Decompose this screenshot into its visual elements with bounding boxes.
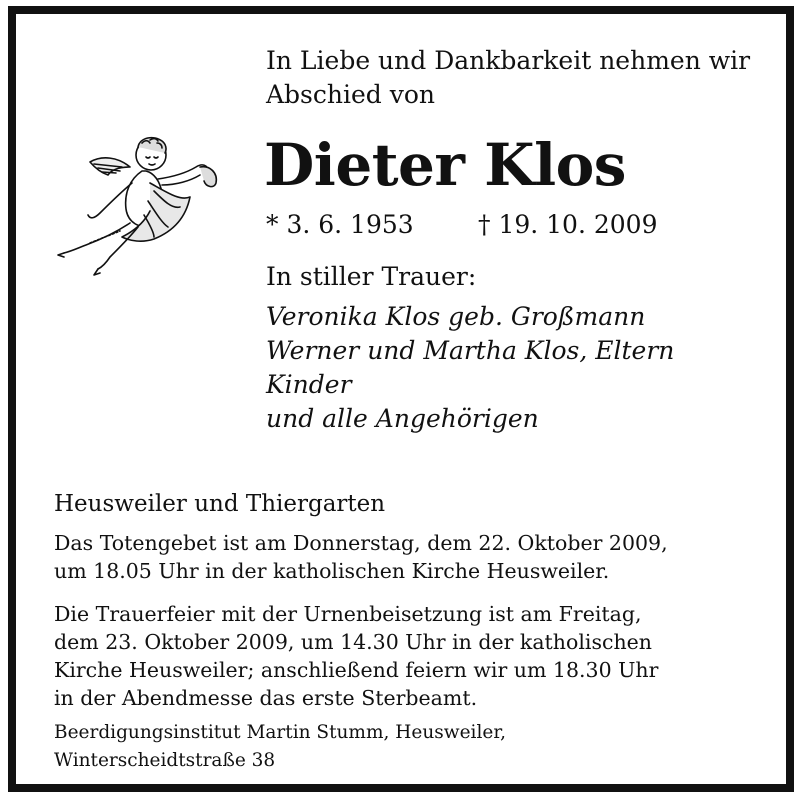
funeral-line: Kirche Heusweiler; anschließend feiern wir um 18.30 Uhr [54, 658, 659, 682]
undertaker-line: Beerdigungsinstitut Martin Stumm, Heusweiler, [54, 722, 507, 743]
mourners-list [266, 300, 674, 436]
mourner-line: Werner und Martha Klos, Eltern [266, 336, 675, 365]
mourner-line: Kinder [266, 370, 352, 399]
funeral-line: Die Trauerfeier mit der Urnenbeisetzung ist am Freitag, [54, 602, 642, 626]
undertaker-info [54, 719, 506, 775]
death-date: † 19. 10. 2009 [478, 210, 658, 239]
intro-line-1: In Liebe und Dankbarkeit nehmen wir [266, 46, 751, 75]
place-heading: Heusweiler und Thiergarten [54, 491, 386, 517]
mourner-line: Veronika Klos geb. Großmann [266, 302, 646, 331]
intro-line-2: Abschied von [266, 80, 436, 109]
prayer-line: Das Totengebet ist am Donnerstag, dem 22. Oktober 2009, [54, 531, 668, 555]
prayer-paragraph [54, 529, 668, 585]
cherub-angel-icon [50, 127, 230, 287]
deceased-name: Dieter Klos [264, 131, 626, 199]
undertaker-line: Winterscheidtstraße 38 [54, 750, 276, 771]
intro-text [266, 44, 776, 112]
funeral-line: dem 23. Oktober 2009, um 14.30 Uhr in der katholischen [54, 630, 652, 654]
mourner-line: und alle Angehörigen [266, 404, 539, 433]
funeral-line: in der Abendmesse das erste Sterbeamt. [54, 686, 478, 710]
life-dates [266, 208, 658, 242]
funeral-paragraph [54, 600, 658, 712]
obituary-notice [8, 6, 794, 792]
prayer-line: um 18.05 Uhr in der katholischen Kirche Heusweiler. [54, 559, 610, 583]
mourning-heading: In stiller Trauer: [266, 262, 477, 291]
birth-date: * 3. 6. 1953 [266, 210, 414, 239]
